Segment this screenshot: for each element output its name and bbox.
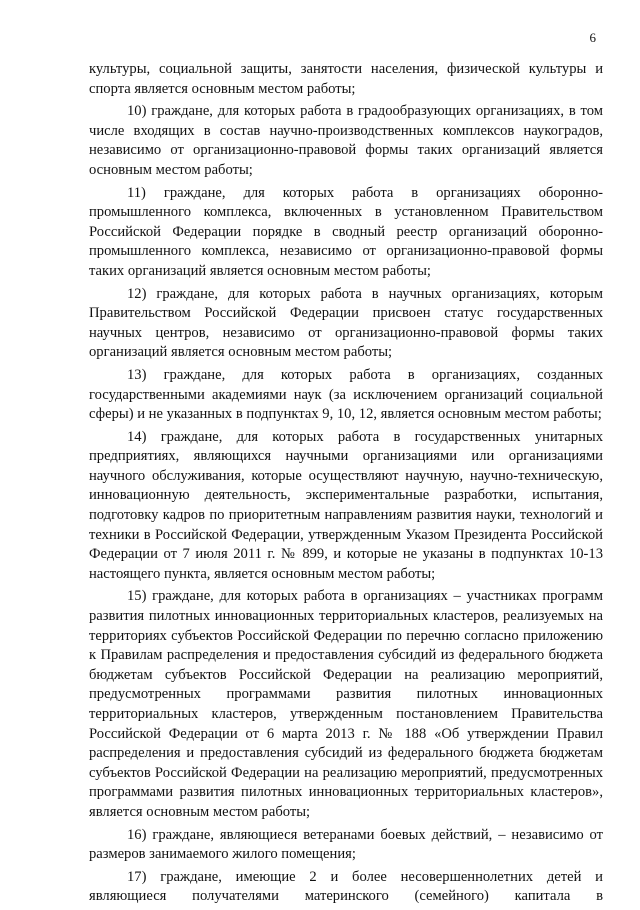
paragraph-item-10: 10) граждане, для которых работа в градообразующих организациях, в том числе входящих в состав научно-производственных комплексов наукоградов, независимо от организационно-правовой формы таких организаций является основным местом работы; <box>89 103 603 178</box>
paragraph-continuation: культуры, социальной защиты, занятости населения, физической культуры и спорта является основным местом работы; <box>89 61 603 97</box>
paragraph-item-13: 13) граждане, для которых работа в организациях, созданных государственными академиями наук (за исключением организаций социальной сферы) и не указанных в подпунктах 9, 10, 12, является основным местом работы; <box>89 366 603 423</box>
paragraph-item-17: 17) граждане, имеющие 2 и более несовершеннолетних детей и являющиеся получателями материнского (семейного) капитала в <box>89 868 603 905</box>
paragraph-item-15: 15) граждане, для которых работа в организациях – участниках программ развития пилотных инновационных территориальных кластеров, реализуемых на территориях субъектов Российской Федерации по перечню согласно приложению к Правилам распределения и предоставления субсидий из федерального бюджета бюджетам субъектов Российской Федерации на реализацию мероприятий, предусмотренных программами развития пилотных инновационных территориальных кластеров, утвержденным постановлением Правительства Российской Федерации от 6 марта 2013 г. № 188 «Об утверждении Правил распределения и предоставления субсидий из федерального бюджета бюджетам субъектов Российской Федерации на реализацию мероприятий, предусмотренных программами развития пилотных инновационных территориальных кластеров», является основным местом работы; <box>89 588 603 820</box>
paragraph-item-11: 11) граждане, для которых работа в организациях оборонно-промышленного комплекса, включенных в установленном Правительством Российской Федерации порядке в сводный реестр организаций оборонно-промышленного комплекса, независимо от организационно-правовой формы таких организаций является основным местом работы; <box>89 184 603 279</box>
page-number: 6 <box>589 30 596 45</box>
paragraph-item-14: 14) граждане, для которых работа в государственных унитарных предприятиях, являющихся научными организациями или организациями научного обслуживания, которые осуществляют научную, научно-техническую, инновационную деятельность, экспериментальные разработки, испытания, подготовку кадров по приоритетным направлениям развития науки, технологий и техники в Российской Федерации, утвержденным Указом Президента Российской Федерации от 7 июля 2011 г. № 899, и которые не указаны в подпунктах 10-13 настоящего пункта, является основным местом работы; <box>89 428 603 582</box>
paragraph-item-12: 12) граждане, для которых работа в научных организациях, которым Правительством Российской Федерации присвоен статус государственных научных центров, независимо от организационно-правовой формы таких организаций является основным местом работы; <box>89 285 603 361</box>
document-body <box>89 60 603 910</box>
paragraph-item-16: 16) граждане, являющиеся ветеранами боевых действий, – независимо от размеров занимаемого жилого помещения; <box>89 826 603 863</box>
